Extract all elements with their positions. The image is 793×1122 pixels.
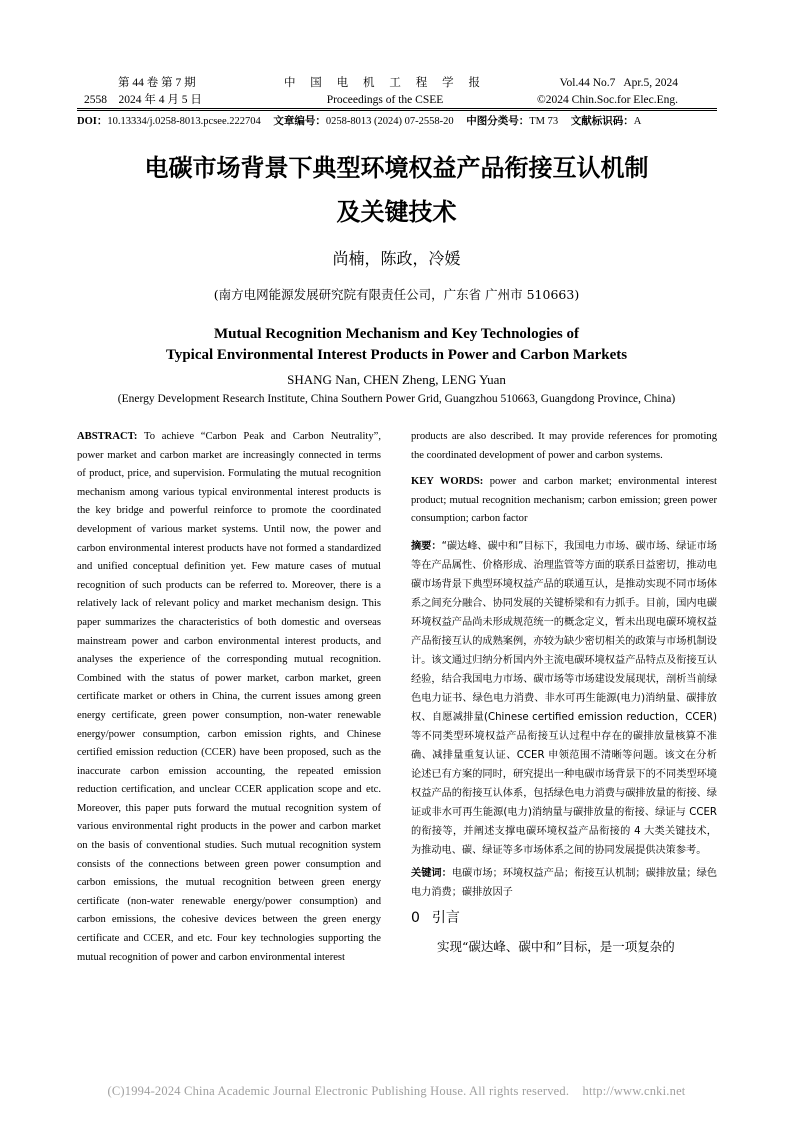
section-number: 0: [411, 909, 420, 926]
journal-issue-en: [520, 75, 678, 109]
article-no: 0258-8013 (2024) 07-2558-20: [325, 116, 454, 127]
volume-issue-en: Vol.44 No.7 Apr.5, 2024: [559, 77, 678, 89]
intro-paragraph: 实现“碳达峰、碳中和”目标，是一项复杂的: [437, 938, 675, 954]
doc-code-label: 文献标识码：: [570, 116, 634, 127]
abstract-en: [77, 428, 381, 967]
keywords-cn-label: 关键词：: [411, 867, 452, 879]
title-en-line2: Typical Environmental Interest Products in Power and Carbon Markets: [165, 347, 628, 363]
affiliation-en: (Energy Development Research Institute, China Southern Power Grid, Guangzhou 510663, Guangdong Province, China): [117, 393, 676, 405]
clc: TM 73: [529, 116, 559, 127]
doc-code: A: [633, 116, 642, 127]
title-cn-line2: 及关键技术: [336, 198, 457, 226]
article-no-label: 文章编号：: [273, 116, 326, 127]
journal-name-cn: 中 国 电 机 工 程 学 报: [283, 77, 487, 89]
abstract-en-continuation: products are also described. It may provide references for promoting the coordinated development of power and carbon systems.: [411, 431, 717, 461]
abstract-cn-text: “碳达峰、碳中和”目标下，我国电力市场、碳市场、绿证市场等在产品属性、价格形成、治理监管等方面的联系日益密切，推动电碳市场背景下典型环境权益产品的联通互认，是推动实现不同市场体系之间充分融合、协同发展的关键桥梁和有力抓手。目前，国内电碳环境权益产品尚未形成规范统一的概念定义，暂未出现电碳环境权益产品衔接互认的成熟案例，亦较为缺少密切相关的政策与市场机制设计。该文通过归纳分析国内外主流电碳环境权益产品特点及衔接互认经验，结合我国电力市场、碳市场等市场建设发展现状，剖析当前绿色电力证书、绿色电力消费、非水可再生能源(电力)消纳量、碳排放权、自愿减排量(Chinese certified emission reduction，CCER)等不同类型环境权益产品衔接互认过程中存在的碳排放量核算不准确、减排量重复认证、CCER 申领范围不清晰等问题。该文在分析论述已有方案的同时，研究提出一种电碳市场背景下的不同类型环境权益产品的衔接互认体系，包括绿色电力消费与碳排放量的衔接、绿证或非水可再生能源(电力)消纳量与碳排放量的衔接、绿证与 CCER 的衔接等，并阐述支撑电碳环境权益产品衔接的 4 大类关键技术，为推动电、碳、绿证等多市场体系之间的协同发展提供决策参考。: [411, 540, 717, 856]
section-title: 引言: [431, 909, 460, 926]
keywords-en-text: power and carbon market; environmental interest product; mutual recognition mechanism; carbon emission; green power consumption; carbon factor: [411, 476, 717, 525]
right-column: [411, 428, 717, 958]
copyright: ©2024 Chin.Soc.for Elec.Eng.: [537, 94, 678, 106]
cnki-footer-watermark: (C)1994-2024 China Academic Journal Electronic Publishing House. All rights reserved. http://www.cnki.net: [107, 1084, 686, 1098]
abstract-cn: [411, 537, 717, 860]
authors-en: SHANG Nan, CHEN Zheng, LENG Yuan: [287, 372, 506, 387]
journal-volume-info: [84, 75, 244, 109]
volume-issue: 第 44 卷 第 7 期: [118, 77, 196, 89]
title-en-line1: Mutual Recognition Mechanism and Key Technologies of: [213, 326, 580, 342]
title-cn-line1: 电碳市场背景下典型环境权益产品衔接互认机制: [144, 154, 649, 182]
header-rule-thin: [77, 110, 717, 111]
doi-label: DOI：: [77, 116, 108, 127]
clc-label: 中图分类号：: [466, 116, 530, 127]
abstract-en-label: ABSTRACT:: [77, 431, 138, 442]
article-meta: [77, 113, 717, 128]
journal-name-en: Proceedings of the CSEE: [326, 94, 444, 106]
page-and-date: 2558 2024 年 4 月 5 日: [84, 94, 202, 106]
keywords-cn-text: 电碳市场；环境权益产品；衔接互认机制；碳排放量；绿色电力消费；碳排放因子: [411, 867, 718, 898]
doi[interactable]: 10.13334/j.0258-8013.pcsee.222704: [107, 116, 261, 127]
authors-cn: 尚楠，陈政，冷媛: [332, 249, 461, 268]
abstract-cn-label: 摘要：: [411, 540, 442, 552]
section-heading-intro: [411, 906, 717, 930]
journal-name: [270, 75, 500, 109]
abstract-en-text: To achieve “Carbon Peak and Carbon Neutrality”, power market and carbon market are increasingly connected in terms of product, price, and supervision. Formulating the mutual recognition mechanism among various typical environmental interest products is the key bridge and powerful reinforce to promote the coordinated development of various market systems. Until now, the power and carbon environmental interest products have not formed a standardized and unified conceptual definition yet. Few mature cases of mutual recognition of such products can be referred to. Moreover, there is a relatively lack of relevant policy and market mechanism design. This paper summarizes the characteristics of both domestic and overseas mainstream power and carbon environmental interest products, and analyses the experience of the corresponding mutual recognition. Combined with the status of power market, carbon market, green certificate market or others in China, the current issues among green energy certificate, green power consumption, non-water renewable energy/power consumption, carbon emission rights, and Chinese certified emission reduction (CCER) have been proposed, such as the inaccurate carbon emission accounting, the repeated emission reduction certification, and unclear CCER application scope and etc. Moreover, this paper puts forward the mutual recognition system of various environmental right products in the power and carbon market on the basis of conventional studies. Such mutual recognition system consists of the connections between green power consumption and carbon emissions, the mutual recognition between green energy certificate (non-water renewable energy/power consumption) and carbon emissions, the cohesive devices between the green energy certificate and CCER, and etc. Four key technologies supporting the mutual recognition of power and carbon environmental interest: [77, 431, 381, 963]
keywords-en: [411, 473, 717, 529]
keywords-en-label: KEY WORDS:: [411, 476, 484, 488]
header-rule: [77, 108, 717, 109]
keywords-cn: [411, 864, 717, 902]
affiliation-cn: (南方电网能源发展研究院有限责任公司，广东省 广州市 510663): [213, 287, 580, 302]
